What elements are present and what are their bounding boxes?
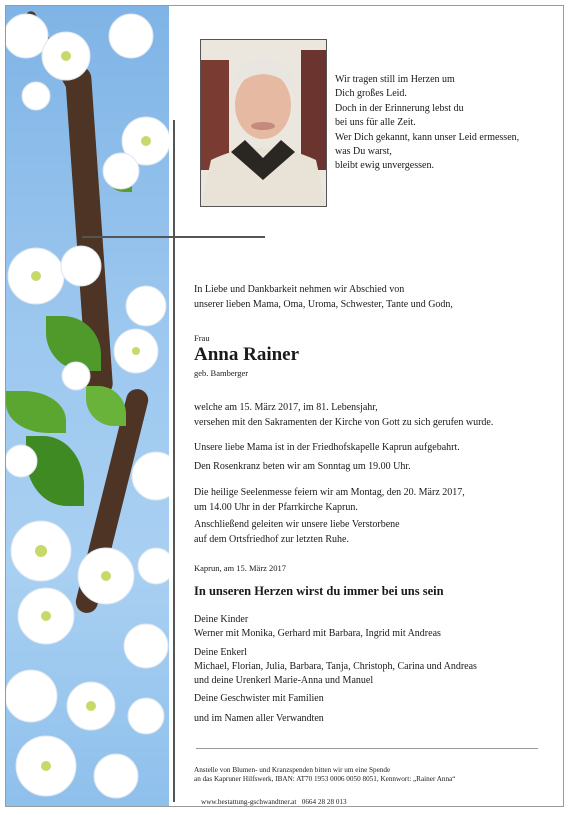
poem-line: Dich großes Leid. — [335, 88, 407, 100]
motto: In unseren Herzen wirst du immer bei uns sein — [194, 584, 444, 598]
intro-line: In Liebe und Dankbarkeit nehmen wir Abschied von — [194, 284, 405, 295]
cross-vertical — [173, 120, 175, 802]
poem-line: was Du warst, — [335, 146, 392, 158]
intro-line: unserer lieben Mama, Oma, Uroma, Schwester, Tante und Godn, — [194, 298, 453, 310]
portrait-photo — [200, 39, 327, 207]
relatives: und im Namen aller Verwandten — [194, 713, 324, 724]
burial-line: Anschließend geleiten wir unsere liebe Verstorbene — [194, 519, 400, 530]
poem-line: bleibt ewig unvergessen. — [335, 160, 434, 172]
children-label: Deine Kinder — [194, 614, 249, 625]
death-notice-line: versehen mit den Sakramenten der Kirche von Gott zu sich gerufen wurde. — [194, 416, 494, 428]
donation-note — [194, 766, 456, 784]
children-names: Werner mit Monika, Gerhard mit Barbara, Ingrid mit Andreas — [194, 628, 441, 639]
divider — [196, 748, 538, 749]
poem-line: Wer Dich gekannt, kann unser Leid ermessen, — [335, 131, 520, 143]
burial-info — [194, 518, 400, 547]
rosary-info: Den Rosenkranz beten wir am Sonntag um 19.00 Uhr. — [194, 461, 411, 472]
death-notice-line: welche am 15. März 2017, im 81. Lebensjahr, — [194, 402, 378, 413]
intro-text — [194, 283, 453, 312]
grandchildren-label: Deine Enkerl — [194, 647, 248, 658]
mass-line: um 14.00 Uhr in der Pfarrkirche Kaprun. — [194, 501, 358, 513]
viewing-info: Unsere liebe Mama ist in der Friedhofskapelle Kaprun aufgebahrt. — [194, 442, 460, 453]
donation-line: Anstelle von Blumen- und Kranzspenden bitten wir um eine Spende — [194, 766, 391, 774]
portrait-illustration — [201, 40, 326, 206]
donation-line: an das Kapruner Hilfswerk, IBAN: AT70 1953 0006 0050 8051, Kennwort: „Rainer Anna“ — [194, 775, 456, 783]
burial-line: auf dem Ortsfriedhof zur letzten Ruhe. — [194, 533, 349, 545]
great-grandchildren-names: und deine Urenkerl Marie-Anna und Manuel — [194, 675, 374, 686]
mass-line: Die heilige Seelenmesse feiern wir am Montag, den 20. März 2017, — [194, 487, 465, 498]
deceased-name: Anna Rainer — [194, 344, 300, 365]
footer-contact: www.bestattung-gschwandtner.at 0664 28 28 013 — [201, 798, 347, 806]
poem-line: bei uns für alle Zeit. — [335, 117, 416, 129]
place-date: Kaprun, am 15. März 2017 — [194, 563, 287, 573]
siblings: Deine Geschwister mit Familien — [194, 693, 324, 704]
poem — [335, 73, 519, 174]
poem-line: Wir tragen still im Herzen um — [335, 74, 455, 85]
cherry-blossom-photo — [6, 6, 169, 806]
grandchildren-names: Michael, Florian, Julia, Barbara, Tanja, Christoph, Carina und Andreas — [194, 661, 477, 672]
birth-name: geb. Bamberger — [194, 368, 249, 378]
mass-info — [194, 486, 465, 515]
poem-line: Doch in der Erinnerung lebst du — [335, 102, 464, 114]
death-notice — [194, 401, 493, 430]
name-prefix: Frau — [194, 333, 210, 343]
blossom-cluster — [6, 6, 169, 806]
